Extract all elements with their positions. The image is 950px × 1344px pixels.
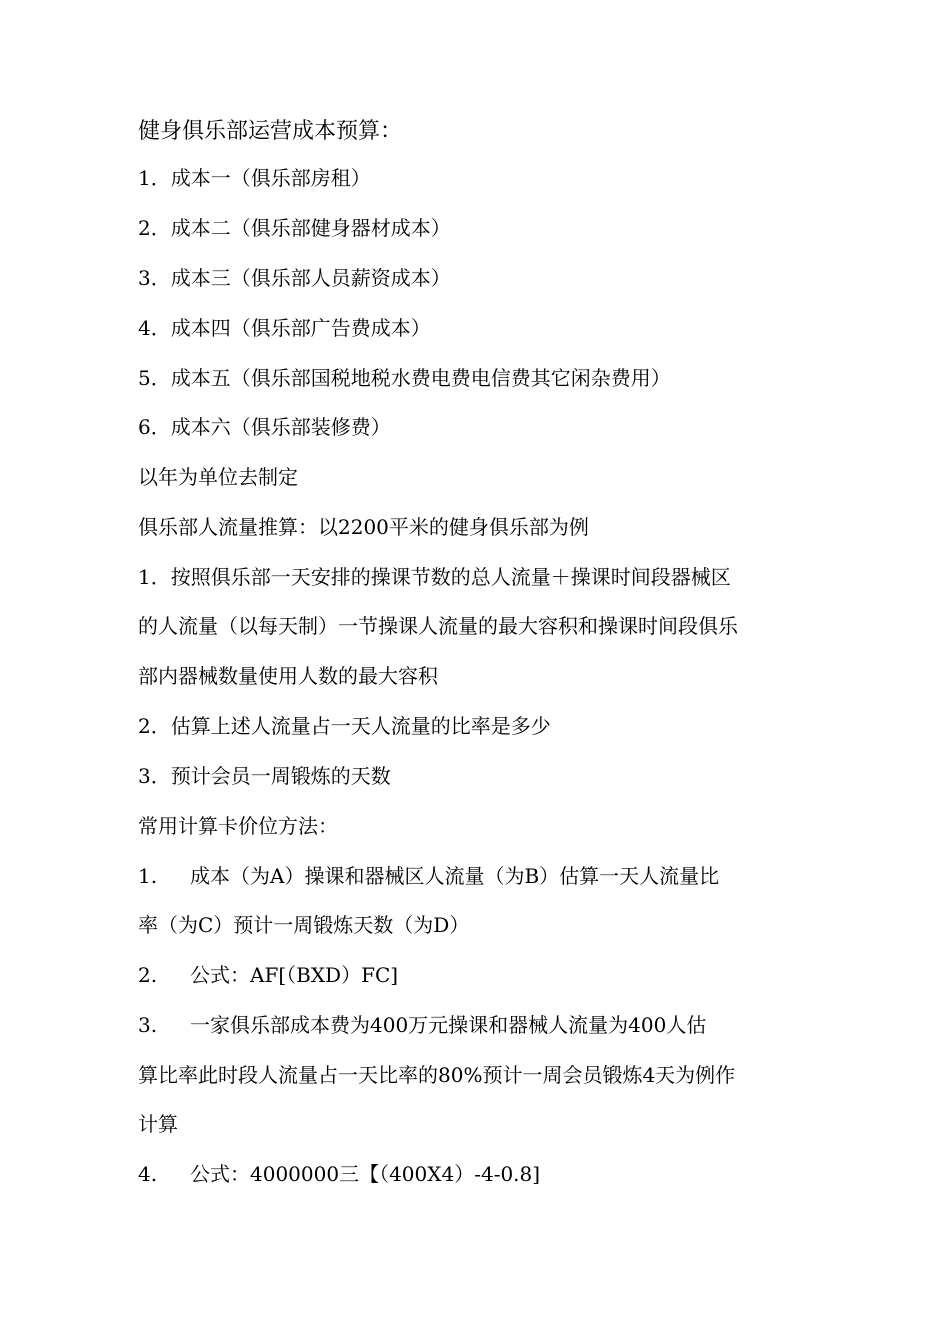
traffic-step-1-line-3: 部内器械数量使用人数的最大容积 xyxy=(138,664,438,688)
cost-item-1: 1．成本一（俱乐部房租） xyxy=(138,166,371,190)
method-item-4-text: 公式：4000000三【（400X4）-4-0.8] xyxy=(190,1162,541,1186)
traffic-step-1-line-1: 1．按照俱乐部一天安排的操课节数的总人流量＋操课时间段器械区 xyxy=(138,565,731,589)
traffic-step-2: 2．估算上述人流量占一天人流量的比率是多少 xyxy=(138,714,551,738)
cost-item-4: 4．成本四（俱乐部广告费成本） xyxy=(138,316,431,340)
method-item-1-number: 1. xyxy=(138,864,158,888)
document-title: 健身俱乐部运营成本预算： xyxy=(138,119,403,144)
cost-item-6: 6．成本六（俱乐部装修费） xyxy=(138,415,391,439)
method-item-3-continuation-2: 计算 xyxy=(138,1112,178,1136)
method-item-4 xyxy=(138,1161,540,1187)
method-item-2-number: 2. xyxy=(138,963,158,987)
traffic-heading: 俱乐部人流量推算：以2200平米的健身俱乐部为例 xyxy=(138,515,589,539)
cost-item-2: 2．成本二（俱乐部健身器材成本） xyxy=(138,216,451,240)
yearly-note: 以年为单位去制定 xyxy=(138,465,298,489)
method-item-2 xyxy=(138,962,398,988)
method-item-1 xyxy=(138,863,719,889)
cost-item-3: 3．成本三（俱乐部人员薪资成本） xyxy=(138,266,451,290)
traffic-step-3: 3．预计会员一周锻炼的天数 xyxy=(138,764,391,788)
method-item-3-continuation-1: 算比率此时段人流量占一天比率的80%预计一周会员锻炼4天为例作 xyxy=(138,1063,736,1087)
cost-item-5: 5．成本五（俱乐部国税地税水费电费电信费其它闲杂费用） xyxy=(138,366,671,390)
method-item-3-number: 3. xyxy=(138,1013,158,1037)
method-item-1-text: 成本（为A）操课和器械区人流量（为B）估算一天人流量比 xyxy=(190,864,720,888)
method-item-2-text: 公式：AF[（BXD）FC] xyxy=(190,963,399,987)
method-heading: 常用计算卡价位方法： xyxy=(138,814,338,838)
method-item-3 xyxy=(138,1012,706,1038)
method-item-3-text: 一家俱乐部成本费为400万元操课和器械人流量为400人估 xyxy=(190,1013,707,1037)
method-item-1-continuation: 率（为C）预计一周锻炼天数（为D） xyxy=(138,913,470,937)
method-item-4-number: 4. xyxy=(138,1162,158,1186)
traffic-step-1-line-2: 的人流量（以每天制）一节操课人流量的最大容积和操课时间段俱乐 xyxy=(138,614,738,638)
